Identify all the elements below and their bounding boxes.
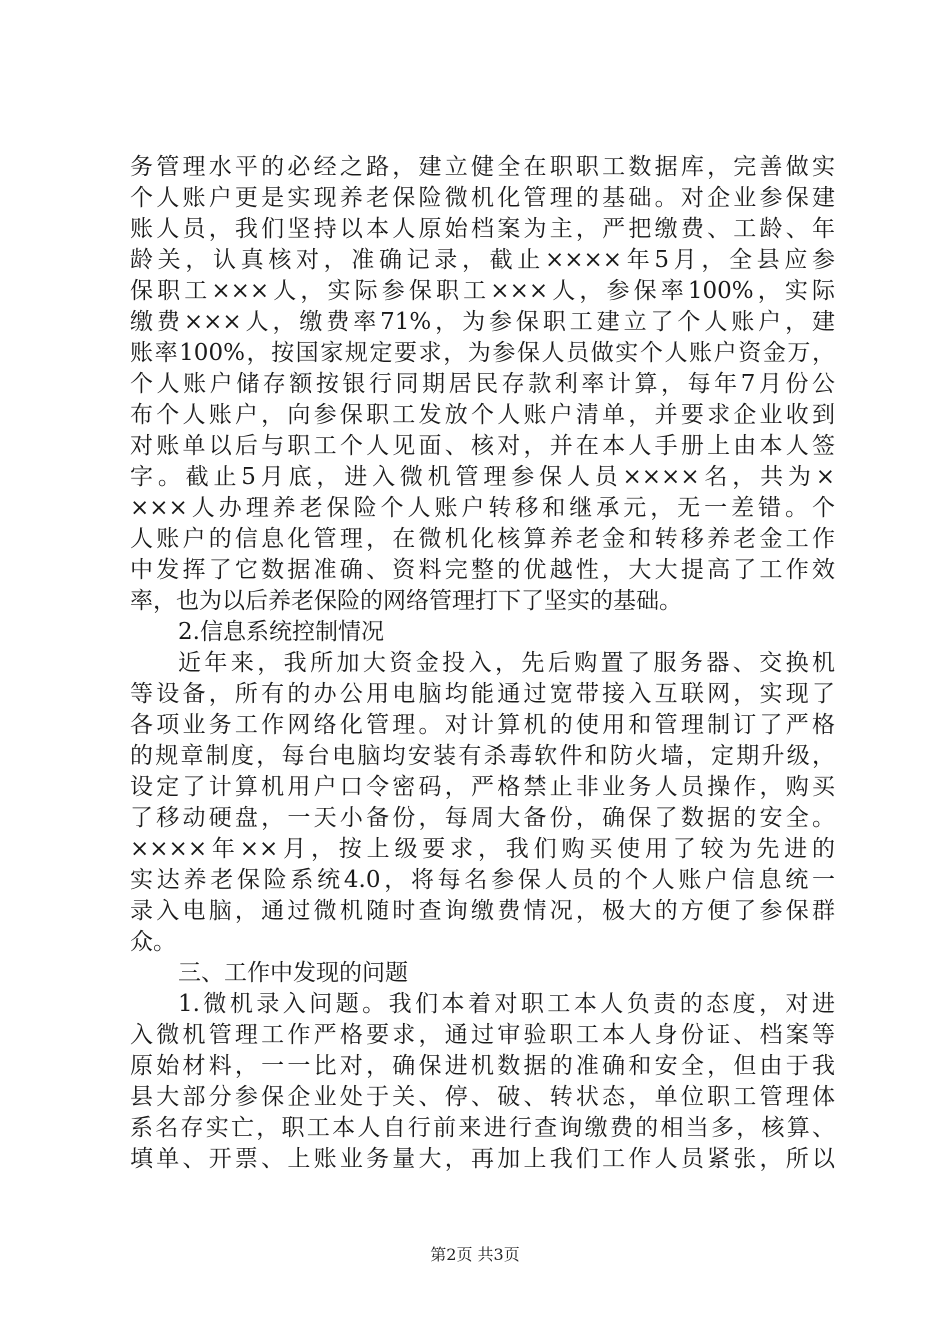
text-line: 账率100%，按国家规定要求，为参保人员做实个人账户资金万， — [130, 340, 835, 366]
text-line: 填单、开票、上账业务量大，再加上我们工作人员紧张，所以 — [130, 1146, 835, 1172]
text-line: 保职工×××人，实际参保职工×××人，参保率100%，实际 — [130, 278, 835, 304]
text-line: 设定了计算机用户口令密码，严格禁止非业务人员操作，购买 — [130, 774, 835, 800]
text-line: 人账户的信息化管理，在微机化核算养老金和转移养老金工作 — [130, 526, 835, 552]
text-line: 各项业务工作网络化管理。对计算机的使用和管理制订了严格 — [130, 712, 835, 738]
text-line: ×××人办理养老保险个人账户转移和继承元，无一差错。个 — [130, 495, 835, 521]
text-line: 县大部分参保企业处于关、停、破、转状态，单位职工管理体 — [130, 1084, 835, 1110]
text-line: 的规章制度，每台电脑均安装有杀毒软件和防火墙，定期升级， — [130, 743, 835, 769]
text-line: 入微机管理工作严格要求，通过审验职工本人身份证、档案等 — [130, 1022, 835, 1048]
text-line: 等设备，所有的办公用电脑均能通过宽带接入互联网，实现了 — [130, 681, 835, 707]
text-line: 率，也为以后养老保险的网络管理打下了坚实的基础。 — [130, 588, 682, 614]
text-line: 布个人账户，向参保职工发放个人账户清单，并要求企业收到 — [130, 402, 835, 428]
text-line: 中发挥了它数据准确、资料完整的优越性，大大提高了工作效 — [130, 557, 835, 583]
text-line: 了移动硬盘，一天小备份，每周大备份，确保了数据的安全。 — [130, 805, 835, 831]
text-line: 众。 — [130, 929, 176, 955]
paragraph-first-line: 近年来，我所加大资金投入，先后购置了服务器、交换机 — [178, 650, 835, 676]
text-line: 个人账户更是实现养老保险微机化管理的基础。对企业参保建 — [130, 185, 835, 211]
text-line: 原始材料，一一比对，确保进机数据的准确和安全，但由于我 — [130, 1053, 835, 1079]
text-line: 龄关，认真核对，准确记录，截止××××年5月，全县应参 — [130, 247, 835, 273]
text-line: 字。截止5月底，进入微机管理参保人员××××名，共为× — [130, 464, 835, 490]
page-footer: 第2页 共3页 — [430, 1245, 520, 1264]
section-heading: 2.信息系统控制情况 — [178, 619, 384, 645]
text-line: 账人员，我们坚持以本人原始档案为主，严把缴费、工龄、年 — [130, 216, 835, 242]
text-line: ××××年××月，按上级要求，我们购买使用了较为先进的 — [130, 836, 835, 862]
text-line: 务管理水平的必经之路，建立健全在职职工数据库，完善做实 — [130, 154, 835, 180]
text-line: 录入电脑，通过微机随时查询缴费情况，极大的方便了参保群 — [130, 898, 835, 924]
text-line: 实达养老保险系统4.0，将每名参保人员的个人账户信息统一 — [130, 867, 835, 893]
document-body — [130, 152, 835, 1175]
text-line: 个人账户储存额按银行同期居民存款利率计算，每年7月份公 — [130, 371, 835, 397]
section-heading: 三、工作中发现的问题 — [178, 960, 408, 986]
text-line: 对账单以后与职工个人见面、核对，并在本人手册上由本人签 — [130, 433, 835, 459]
paragraph-first-line: 1.微机录入问题。我们本着对职工本人负责的态度，对进 — [178, 991, 835, 1017]
text-line: 缴费×××人，缴费率71%，为参保职工建立了个人账户，建 — [130, 309, 835, 335]
text-line: 系名存实亡，职工本人自行前来进行查询缴费的相当多，核算、 — [130, 1115, 835, 1141]
